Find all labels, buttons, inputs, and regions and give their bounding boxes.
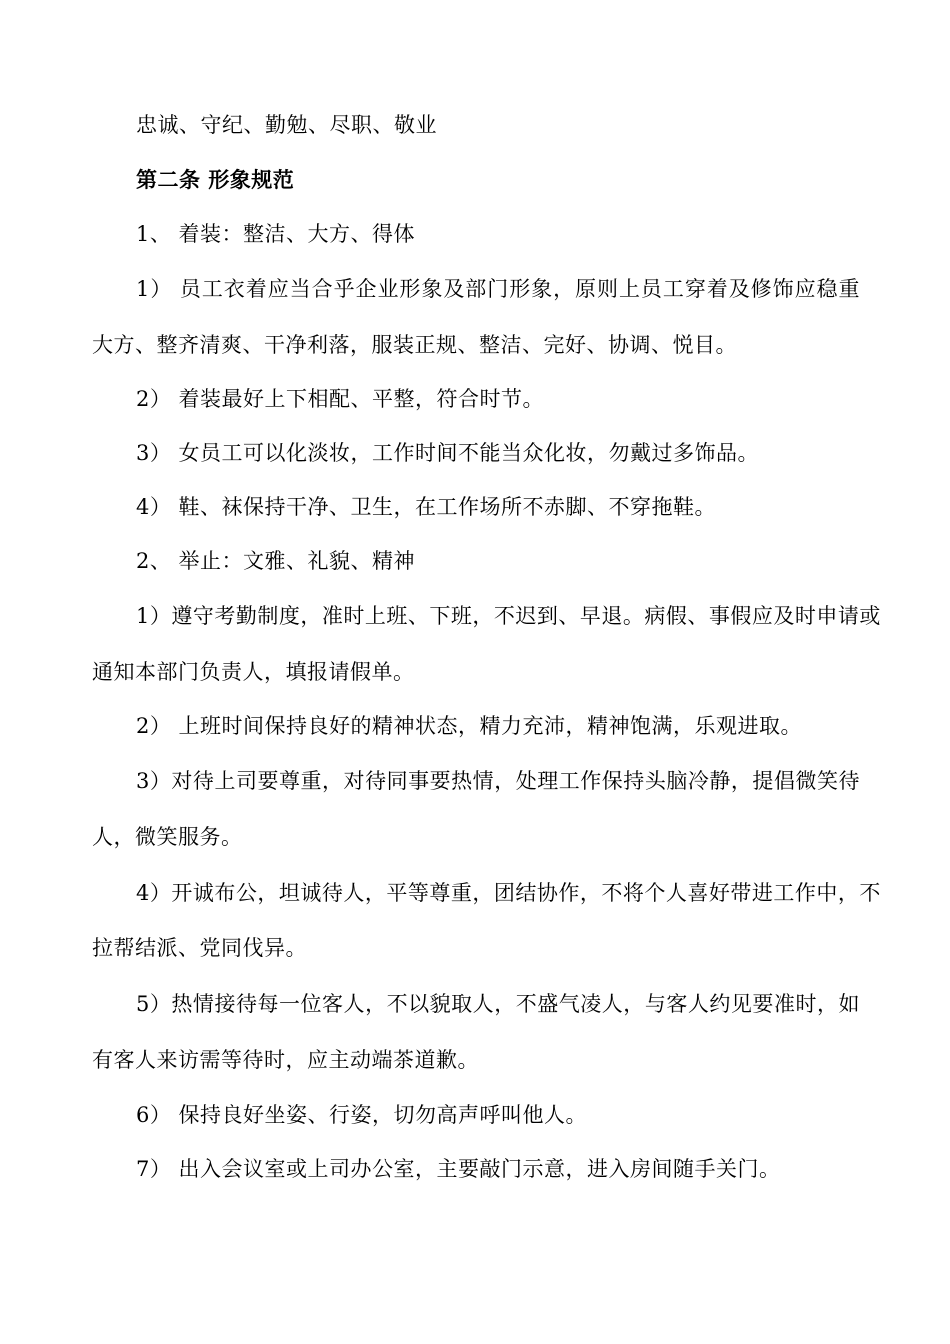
dress-rule-2: 2） 着装最好上下相配、平整，符合时节。: [136, 387, 545, 411]
conduct-rule-1-line-1: 1）遵守考勤制度，准时上班、下班，不迟到、早退。病假、事假应及时申请或: [136, 604, 881, 628]
dress-rule-3: 3） 女员工可以化淡妆，工作时间不能当众化妆，勿戴过多饰品。: [136, 441, 760, 465]
conduct-rule-3-line-1: 3）对待上司要尊重，对待同事要热情，处理工作保持头脑冷静，提倡微笑待: [136, 769, 860, 793]
conduct-rule-5-line-2: 有客人来访需等待时，应主动端茶道歉。: [92, 1048, 479, 1072]
conduct-rule-2: 2） 上班时间保持良好的精神状态，精力充沛，精神饱满，乐观进取。: [136, 714, 803, 738]
dress-rule-1-line-2: 大方、整齐清爽、干净利落，服装正规、整洁、完好、协调、悦目。: [92, 333, 737, 357]
conduct-rule-4-line-2: 拉帮结派、党同伐异。: [92, 936, 307, 960]
section-title: 第二条 形象规范: [136, 168, 295, 192]
dress-rule-1-line-1: 1） 员工衣着应当合乎企业形象及部门形象，原则上员工穿着及修饰应稳重: [136, 277, 860, 301]
conduct-rule-7: 7） 出入会议室或上司办公室，主要敲门示意，进入房间随手关门。: [136, 1157, 781, 1181]
conduct-rule-1-line-2: 通知本部门负责人，填报请假单。: [92, 660, 415, 684]
dress-code-heading: 1、 着装：整洁、大方、得体: [136, 222, 416, 246]
core-values-line: 忠诚、守纪、勤勉、尽职、敬业: [136, 113, 437, 137]
conduct-rule-4-line-1: 4）开诚布公，坦诚待人，平等尊重，团结协作，不将个人喜好带进工作中，不: [136, 881, 881, 905]
conduct-rule-6: 6） 保持良好坐姿、行姿，切勿高声呼叫他人。: [136, 1103, 588, 1127]
conduct-rule-5-line-1: 5）热情接待每一位客人，不以貌取人，不盛气凌人，与客人约见要准时，如: [136, 992, 860, 1016]
conduct-rule-3-line-2: 人，微笑服务。: [92, 825, 243, 849]
conduct-heading: 2、 举止：文雅、礼貌、精神: [136, 549, 416, 573]
dress-rule-4: 4） 鞋、袜保持干净、卫生，在工作场所不赤脚、不穿拖鞋。: [136, 495, 717, 519]
